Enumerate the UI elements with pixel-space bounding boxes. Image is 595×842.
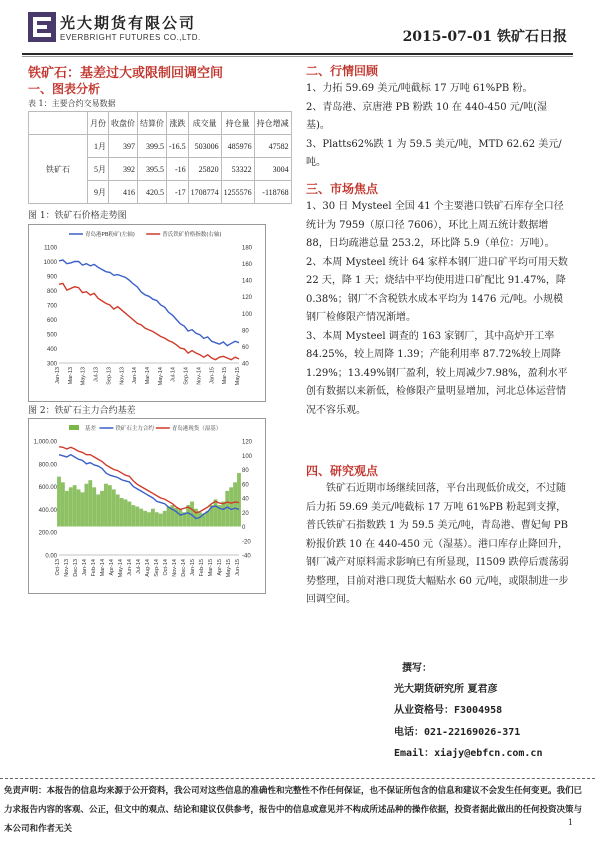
market-review-list <box>306 80 570 173</box>
table-cell: 503006 <box>188 135 221 158</box>
table-cell: 392 <box>109 158 138 181</box>
basis-bar <box>143 511 147 527</box>
table-caption: 表 1：主要合约交易数据 <box>28 99 116 108</box>
x-tick-label: May-15 <box>235 367 241 386</box>
table-cell: -17 <box>167 181 189 204</box>
table-corner-cell <box>29 112 88 135</box>
research-view-body: 铁矿石近期市场继续回落，平台出现低价成交，不过随后力拓 59.69 美元/吨截标 17 万吨 61%PB 粉起到支撑，普氏铁矿石指数跌 1 为 59.5 美元/吨，青岛港、曹妃甸 PB 粉报价跌 10 在 440-450 元（湿基）。港口库存止降回升，钢厂减产对原料需求影响已有所显现，I1509 跌停后震荡弱势整理，目前对港口现货大幅贴水 60 元/吨，或限制进一步回调空间。 <box>306 483 569 605</box>
y-left-tick-label: 400.00 <box>38 507 57 514</box>
y-left-tick-label: 1100 <box>44 245 57 252</box>
y-left-tick-label: 600 <box>46 318 57 324</box>
footer-divider <box>0 778 595 780</box>
basis-bar <box>88 480 92 526</box>
table-header-cell: 结算价 <box>138 112 167 135</box>
basis-bar <box>100 491 104 527</box>
table-cell: 416 <box>109 181 138 204</box>
list-item: 1、30 日 Mysteel 全国 41 个主要港口铁矿石库存全口径统计为 7959（原口径 7606），环比上周五统计数据增 88，日均疏港总量 253.2，环比降 5.9（单位：万吨）。 <box>306 201 564 249</box>
y-right-tick-label: 140 <box>242 278 253 285</box>
list-item: 3、本周 Mysteel 调查的 163 家钢厂，其中高炉开工率 84.25%，较上周降 1.39；产能利用率 87.72%较上周降 1.29%；13.49%钢厂盈利，较上周减少7.98%，盈利水平创有数据以来新低，检修限产量明显增加，河北总体运营情况不容乐观。 <box>306 330 568 416</box>
x-tick-label: Jul-13 <box>93 367 100 382</box>
x-tick-label: Sep-14 <box>183 367 190 385</box>
figure2-caption: 图 2：铁矿石主力合约基差 <box>28 406 136 416</box>
basis-bar <box>237 473 241 526</box>
row-label-iron-ore: 铁矿石 <box>29 135 88 204</box>
basis-bar <box>233 482 237 526</box>
basis-bar <box>112 489 116 526</box>
legend-label: 青岛港现货（湿基） <box>171 426 222 432</box>
basis-chart <box>29 419 265 593</box>
section-heading-chart-analysis: 一、图表分析 <box>28 82 101 96</box>
x-tick-label: Jun-14 <box>127 559 133 576</box>
table-header-cell: 持仓增减 <box>254 112 291 135</box>
x-tick-label: Dec-14 <box>181 559 187 577</box>
company-logo <box>28 12 56 42</box>
y-right-tick-label: 80 <box>242 328 249 335</box>
x-tick-label: May-14 <box>157 367 164 386</box>
table-cell: 1255576 <box>221 181 254 204</box>
y-right-tick-label: 60 <box>242 344 249 351</box>
y-right-tick-label: 120 <box>242 295 253 302</box>
basis-bar <box>84 484 88 527</box>
x-tick-label: Oct-14 <box>163 559 169 576</box>
x-tick-label: May-14 <box>118 559 124 578</box>
table-cell: -16 <box>167 158 189 181</box>
y-right-tick-label: 60 <box>242 482 249 489</box>
x-tick-label: Jul-14 <box>170 367 177 382</box>
header-divider <box>22 53 573 55</box>
report-date-title: 2015-07-01 铁矿石日报 <box>402 29 567 45</box>
y-right-tick-label: 160 <box>242 262 253 269</box>
y-right-tick-label: 180 <box>242 245 253 252</box>
list-item: 1、力拓 59.69 美元/吨截标 17 万吨 61%PB 粉。 <box>306 83 533 94</box>
company-name-cn: 光大期货有限公司 <box>60 14 197 32</box>
y-right-tick-label: 80 <box>242 468 249 474</box>
x-tick-label: Jul-14 <box>136 559 142 574</box>
basis-bar <box>65 491 69 527</box>
table-cell: 53322 <box>221 158 254 181</box>
basis-bar <box>81 492 85 526</box>
y-left-tick-label: 600.00 <box>38 485 57 492</box>
x-tick-label: May-15 <box>226 559 232 578</box>
series-line <box>59 283 239 359</box>
list-item: 2、青岛港、京唐港 PB 粉跌 10 在 440-450 元/吨(湿基)。 <box>306 101 548 131</box>
basis-bar <box>69 487 73 526</box>
y-left-tick-label: 0.00 <box>45 553 57 560</box>
table-cell: -16.5 <box>167 135 189 158</box>
figure1-frame <box>28 224 266 402</box>
basis-bar <box>61 482 65 526</box>
main-title: 铁矿石：基差过大或限制回调空间 <box>28 66 224 81</box>
figure2-frame <box>28 418 266 594</box>
basis-bar <box>163 511 167 527</box>
basis-bar <box>221 502 225 527</box>
x-tick-label: Mar-15 <box>208 559 214 577</box>
x-tick-label: Feb-15 <box>199 559 205 577</box>
market-focus-list <box>306 198 570 420</box>
basis-bar <box>128 502 132 527</box>
x-tick-label: Jan-14 <box>82 559 88 576</box>
table-cell: 1708774 <box>188 181 221 204</box>
table-cell: 47582 <box>254 135 291 158</box>
basis-bar <box>139 509 143 527</box>
x-tick-label: May-13 <box>80 367 87 386</box>
contract-trade-table <box>28 111 292 204</box>
x-tick-label: Apr-15 <box>217 559 223 576</box>
basis-bar <box>104 484 108 527</box>
table-cell: 395.5 <box>138 158 167 181</box>
basis-bar <box>198 512 202 526</box>
table-cell: 1月 <box>88 135 109 158</box>
table-cell: -118768 <box>254 181 291 204</box>
basis-bar <box>120 498 124 527</box>
x-tick-label: Apr-14 <box>109 559 115 576</box>
basis-bar <box>167 507 171 527</box>
basis-bar <box>155 512 159 526</box>
table-cell: 25820 <box>188 158 221 181</box>
y-left-tick-label: 700 <box>46 303 57 310</box>
basis-bar <box>77 489 81 526</box>
page-number: 1 <box>567 818 573 827</box>
basis-bar <box>96 494 100 526</box>
basis-bar <box>116 494 120 526</box>
list-item: 2、本周 Mysteel 统计 64 家样本钢厂进口矿平均可用天数 22 天，降 1 天；烧结中平均使用进口矿配比 91.47%，降 0.38%；钢厂不含税铁水成本平均为 1476 元/吨。小规模钢厂检修限产情况渐增。 <box>306 256 568 323</box>
y-right-tick-label: 40 <box>242 496 249 503</box>
x-tick-label: Jan-15 <box>209 367 216 384</box>
figure1-caption: 图 1：铁矿石价格走势图 <box>28 211 127 221</box>
table-cell: 3004 <box>254 158 291 181</box>
basis-bar <box>124 499 128 526</box>
table-header-row <box>29 112 292 135</box>
y-left-tick-label: 1000 <box>43 260 57 266</box>
series-line <box>59 260 239 346</box>
table-header-cell: 持仓量 <box>221 112 254 135</box>
table-header-cell: 成交量 <box>188 112 221 135</box>
basis-bar <box>73 485 77 526</box>
basis-bar <box>131 505 135 526</box>
y-left-tick-label: 800 <box>46 289 57 295</box>
table-cell: 5月 <box>88 158 109 181</box>
basis-bar <box>57 477 61 527</box>
table-cell: 485976 <box>221 135 254 158</box>
y-left-tick-label: 300 <box>46 361 57 368</box>
x-tick-label: Nov-14 <box>196 367 203 385</box>
y-left-tick-label: 400 <box>46 347 57 353</box>
legend-label: 基差 <box>85 426 97 432</box>
x-tick-label: Nov-13 <box>119 367 126 385</box>
table-cell: 397 <box>109 135 138 158</box>
x-tick-label: Mar-14 <box>100 559 106 577</box>
legend-label: 铁矿石主力合约 <box>115 426 154 432</box>
y-right-tick-label: 20 <box>242 510 249 517</box>
x-tick-label: Sep-14 <box>154 559 160 577</box>
basis-bar <box>147 512 151 526</box>
table-header-cell: 涨跌 <box>167 112 189 135</box>
x-tick-label: Mar-13 <box>67 367 74 385</box>
list-item: 3、Platts62%跌 1 为 59.5 美元/吨，MTD 62.62 美元/吨。 <box>306 138 562 168</box>
x-tick-label: Jan-14 <box>132 367 139 384</box>
basis-bar <box>229 487 233 526</box>
y-left-tick-label: 800.00 <box>38 462 57 469</box>
table-cell: 399.5 <box>138 135 167 158</box>
table-cell: 420.5 <box>138 181 167 204</box>
y-right-tick-label: -20 <box>242 539 251 546</box>
x-tick-label: Nov-14 <box>172 559 178 577</box>
x-tick-label: Aug-14 <box>145 559 151 577</box>
table-header-cell: 收盘价 <box>109 112 138 135</box>
basis-bar <box>159 514 163 527</box>
author-certificate: 从业资格号：F3004958 <box>394 705 503 716</box>
basis-bar <box>151 509 155 527</box>
disclaimer: 免责声明：本报告的信息均来源于公开资料，我公司对这些信息的准确性和完整性不作任何保证，也不保证所包含的信息和建议不会发生任何变更。我们已力求报告内容的客观、公正，但文中的观点、结论和建议仅供参考，报告中的信息或意见并不构成所述品种的操作依据，投资者据此做出的任何投资决策与本公司和作者无关 <box>4 786 583 834</box>
section-heading-market-focus: 三、市场焦点 <box>306 182 379 196</box>
x-tick-label: Jun-15 <box>235 559 241 576</box>
table-row <box>29 135 292 158</box>
x-tick-label: Jan-15 <box>190 559 196 576</box>
table-header-cell: 月份 <box>88 112 109 135</box>
y-left-tick-label: 1,000.00 <box>33 439 57 446</box>
author-heading: 撰写： <box>402 663 432 674</box>
x-tick-label: Dec-13 <box>73 559 79 577</box>
basis-bar <box>178 509 182 526</box>
basis-bar <box>108 485 112 526</box>
section-heading-research-view: 四、研究观点 <box>306 464 379 478</box>
x-tick-label: Jan-13 <box>55 367 61 384</box>
y-right-tick-label: 40 <box>242 361 249 368</box>
legend-label: 青岛港PB粉矿(左轴) <box>85 232 135 238</box>
basis-bar <box>92 487 96 526</box>
y-right-tick-label: 0 <box>242 525 246 531</box>
y-right-tick-label: 120 <box>242 439 253 446</box>
y-right-tick-label: 100 <box>242 311 253 318</box>
y-left-tick-label: 900 <box>46 274 57 281</box>
x-tick-label: Feb-14 <box>91 559 97 577</box>
iron-ore-price-chart <box>29 225 265 401</box>
basis-bar <box>214 499 218 526</box>
legend-swatch <box>69 425 79 430</box>
y-left-tick-label: 200.00 <box>38 530 57 537</box>
company-name-en: EVERBRIGHT FUTURES CO.,LTD. <box>60 33 201 42</box>
basis-bar <box>135 507 139 527</box>
y-left-tick-label: 500 <box>46 332 57 339</box>
x-tick-label: Oct-13 <box>55 559 61 576</box>
author-email: Email：xiajy@ebfcn.com.cn <box>394 748 543 759</box>
x-tick-label: Mar-14 <box>145 367 151 385</box>
table-cell: 9月 <box>88 181 109 204</box>
x-tick-label: Mar-15 <box>222 367 229 385</box>
author-phone: 电话：021-22169026-371 <box>394 727 521 738</box>
legend-label: 普氏铁矿价格指数(右轴) <box>162 232 222 238</box>
author-org: 光大期货研究所 夏君彦 <box>394 684 498 695</box>
x-tick-label: Sep-13 <box>106 367 113 385</box>
section-heading-market-review: 二、行情回顾 <box>306 64 379 78</box>
x-tick-label: Nov-13 <box>64 559 70 577</box>
y-right-tick-label: -40 <box>242 553 251 560</box>
y-right-tick-label: 100 <box>242 453 253 460</box>
header-divider-thin <box>22 56 573 57</box>
